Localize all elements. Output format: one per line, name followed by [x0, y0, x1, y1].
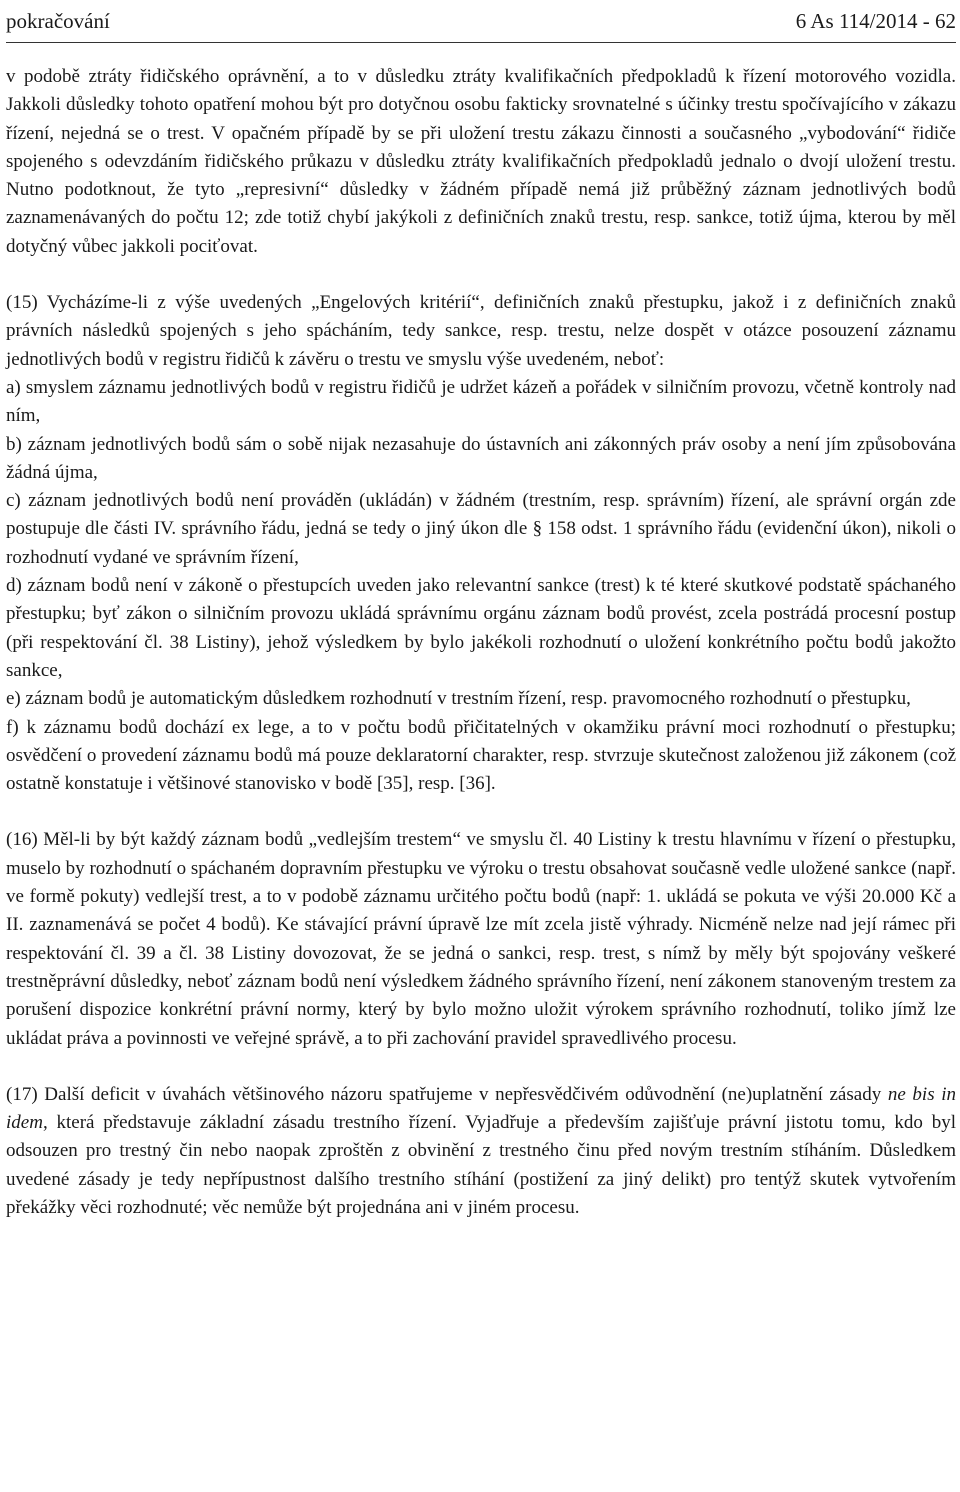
paragraph-16: (16) Měl-li by být každý záznam bodů „vedlejším trestem“ ve smyslu čl. 40 Listiny k trestu hlavnímu v řízení o přestupku, muselo by rozhodnutí o spáchaném dopravním přestupku ve výroku o trestu obsahovat současně vedle uložené sankce (např. ve formě pokuty) vedlejší trest, a to v podobě záznamu určitého počtu bodů (např: 1. ukládá se pokuta ve výši 20.000 Kč a II. zaznamenává se počet 4 bodů). Ke stávající právní úpravě lze mít zcela jistě výhrady. Nicméně nelze nad její rámec při respektování čl. 39 a čl. 38 Listiny dovozovat, že se jedná o sankci, resp. trest, s nímž by měly být spojovány veškeré trestněprávní důsledky, neboť záznam bodů není výsledkem žádného správního řízení, není zákonem stanoveným trestem za porušení dispozice konkrétní právní normy, který by bylo možno uložit výrokem správního rozhodnutí, toliko jímž lze ukládat práva a povinnosti ve veřejné správě, a to při zachování pravidel spravedlivého procesu. — [6, 829, 956, 1049]
paragraph-15: (15) Vycházíme-li z výše uvedených „Engelových kritérií“, definičních znaků přestupku, jakož i z definičních znaků právních následků spojených s jeho spácháním, tedy sankce, resp. trestu, nelze dospět v otázce posouzení záznamu jednotlivých bodů v registru řidičů k závěru o trestu ve smyslu výše uvedeném, neboť: — [6, 292, 956, 370]
document-page — [6, 0, 956, 1222]
page-header — [6, 0, 956, 43]
header-case-number: 6 As 114/2014 - 62 — [795, 9, 956, 33]
list-item-e: e) záznam bodů je automatickým důsledkem rozhodnutí v trestním řízení, resp. pravomocného rozhodnutí o přestupku, — [6, 688, 911, 710]
list-item-c: c) záznam jednotlivých bodů není prováděn (ukládán) v žádném (trestním, resp. správním) řízení, ale správní orgán zde postupuje dle části IV. správního řádu, jedná se tedy o jiný úkon dle § 158 odst. 1 správního řádu (evidenční úkon), nikoli o rozhodnutí vydané ve správním řízení, — [6, 490, 956, 568]
header-continuation-label: pokračování — [6, 9, 110, 33]
paragraph-continuation: v podobě ztráty řidičského oprávnění, a to v důsledku ztráty kvalifikačních předpokladů k řízení motorového vozidla. Jakkoli důsledky tohoto opatření mohou být pro dotyčnou osobu fakticky srovnatelné s účinky trestu spočívajícího v zákazu řízení, nejedná se o trest. V opačném případě by se při uložení trestu zákazu činnosti a současného „vybodování“ řidiče spojeného s odevzdáním řidičského průkazu v důsledku ztráty kvalifikačních předpokladů jednalo o dvojí uložení trestu. Nutno podotknout, že tyto „represivní“ důsledky v žádném případě nemá již průběžný záznam jednotlivých bodů zaznamenávaných do počtu 12; zde totiž chybí jakýkoli z definičních znaků trestu, resp. sankce, totiž újma, kterou by měl dotyčný vůbec jakkoli pociťovat. — [6, 66, 956, 257]
list-item-a: a) smyslem záznamu jednotlivých bodů v registru řidičů je udržet kázeň a pořádek v silničním provozu, včetně kontroly nad ním, — [6, 376, 956, 427]
list-item-f: f) k záznamu bodů dochází ex lege, a to v počtu bodů přičitatelných v okamžiku právní moci rozhodnutí o přestupku; osvědčení o provedení záznamu bodů má pouze deklaratorní charakter, resp. stvrzuje skutečnost založenou již zákonem (což ostatně konstatuje i většinové stanovisko v bodě [35], resp. [36]. — [6, 716, 956, 795]
document-body — [6, 63, 956, 1222]
paragraph-17-lead: (17) Další deficit v úvahách většinového názoru spatřujeme v nepřesvědčivém odůvodnění (ne)uplatnění zásady — [6, 1083, 888, 1105]
latin-term-ne-bis-in-idem: ne bis in idem — [6, 1083, 956, 1134]
paragraph-17 — [6, 1081, 956, 1222]
list-item-d: d) záznam bodů není v zákoně o přestupcích uveden jako relevantní sankce (trest) k té které skutkové podstatě spáchaného přestupku; byť zákon o silničním provozu ukládá správnímu orgánu záznam bodů provést, zcela postrádá procesní postup (při respektování čl. 38 Listiny), jehož výsledkem by bylo jakékoli rozhodnutí o uložení konkrétního počtu bodů jakožto sankce, — [6, 575, 956, 681]
list-item-b: b) záznam jednotlivých bodů sám o sobě nijak nezasahuje do ústavních ani zákonných práv osoby a není jím způsobována žádná újma, — [6, 433, 956, 483]
paragraph-17-rest: , která představuje základní zásadu trestního řízení. Vyjadřuje a především zajišťuje právní jistotu tomu, kdo byl odsouzen pro trestný čin nebo naopak zproštěn z obvinění z trestného činu před novým trestním stíháním. Důsledkem uvedené zásady je tedy nepřípustnost dalšího trestního stíhání (postižení za jiný delikt) pro tentýž skutek vytvořením překážky věci rozhodnuté; věc nemůže být projednána ani v jiném procesu. — [6, 1112, 956, 1218]
